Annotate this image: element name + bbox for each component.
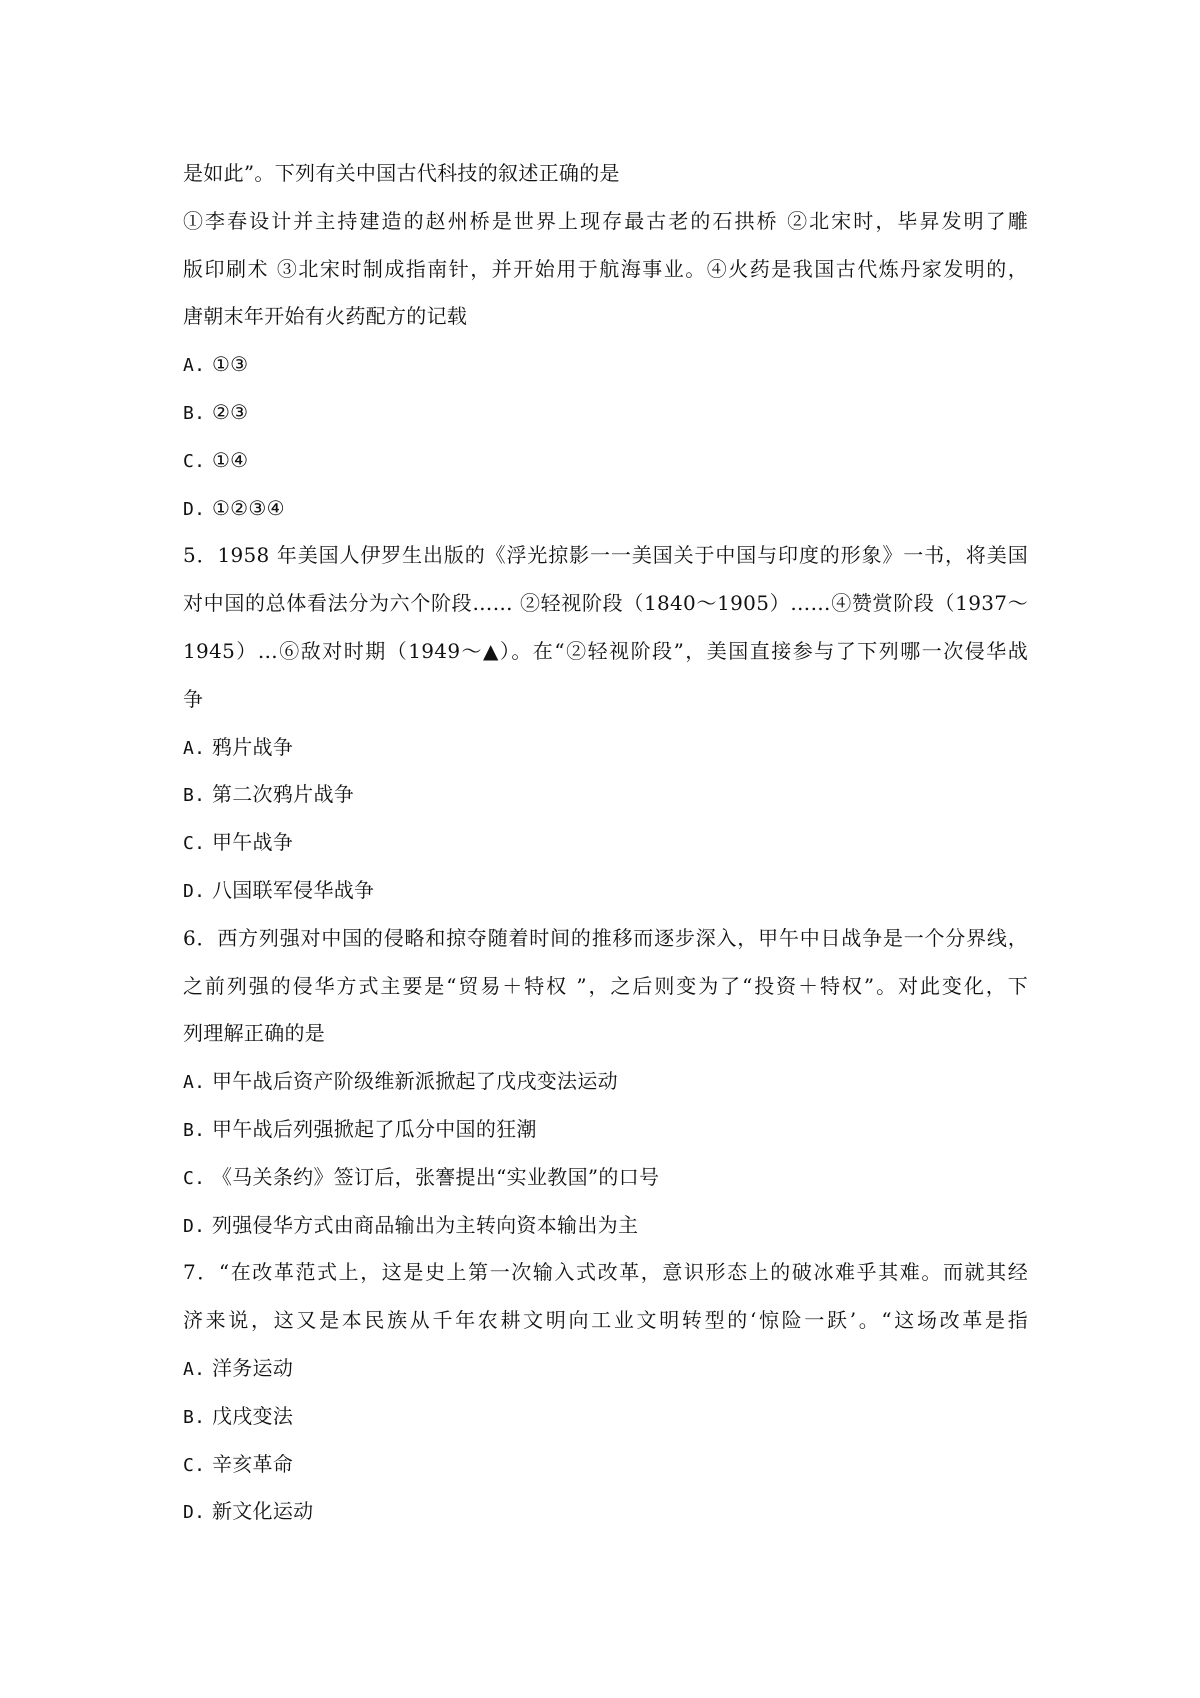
option-text: ①④ (211, 447, 249, 472)
question-7-option-d (183, 1488, 1028, 1536)
question-6-option-c (183, 1154, 1028, 1202)
option-letter: A. (183, 737, 206, 759)
option-text: 第二次鸦片战争 (211, 782, 355, 807)
option-letter: D. (183, 498, 206, 520)
option-text: 戊戌变法 (211, 1403, 294, 1428)
option-letter: A. (183, 1358, 206, 1380)
question-5 (183, 532, 1028, 914)
option-text: 鸦片战争 (211, 734, 294, 759)
option-letter: C. (183, 1167, 206, 1189)
question-5-option-b (183, 771, 1028, 819)
option-text: 甲午战争 (211, 830, 294, 855)
option-text: 甲午战后列强掀起了瓜分中国的狂潮 (211, 1116, 537, 1141)
question-content (183, 150, 1028, 1536)
question-5-stem-line: 对中国的总体看法分为六个阶段…… ②轻视阶段（1840～1905）……④赞赏阶段（1937～ (183, 591, 1028, 616)
option-letter: B. (183, 1119, 206, 1141)
question-4 (183, 150, 1028, 532)
question-4-option-c (183, 437, 1028, 485)
question-7-option-b (183, 1393, 1028, 1441)
question-5-stem-line: 1945）…⑥敌对时期（1949～▲）。在“②轻视阶段”，美国直接参与了下列哪一次侵华战 (183, 638, 1028, 663)
question-6-stem-line: 列理解正确的是 (183, 1021, 326, 1046)
question-7 (183, 1249, 1028, 1536)
question-4-option-a (183, 341, 1028, 389)
question-6 (183, 915, 1028, 1250)
question-7-option-c (183, 1441, 1028, 1489)
option-text: 列强侵华方式由商品输出为主转向资本输出为主 (211, 1212, 639, 1237)
option-letter: B. (183, 785, 206, 807)
option-letter: C. (183, 1454, 206, 1476)
question-7-option-a (183, 1345, 1028, 1393)
question-4-option-d (183, 485, 1028, 533)
option-text: 《马关条约》签订后，张謇提出“实业教国”的口号 (211, 1164, 660, 1189)
option-letter: D. (183, 880, 206, 902)
option-text: ①②③④ (211, 495, 285, 520)
question-4-option-b (183, 389, 1028, 437)
option-letter: C. (183, 833, 206, 855)
question-6-option-d (183, 1202, 1028, 1250)
option-letter: D. (183, 1215, 206, 1237)
question-7-stem-line: 7．“在改革范式上，这是史上第一次输入式改革，意识形态上的破冰难乎其难。而就其经 (183, 1260, 1028, 1285)
option-text: ①③ (211, 352, 249, 377)
question-5-option-c (183, 819, 1028, 867)
option-letter: D. (183, 1502, 206, 1524)
question-6-option-a (183, 1058, 1028, 1106)
option-letter: A. (183, 1072, 206, 1094)
question-6-option-b (183, 1106, 1028, 1154)
question-7-stem-line: 济来说，这又是本民族从千年农耕文明向工业文明转型的‘惊险一跃’。“这场改革是指 (183, 1308, 1028, 1333)
question-4-stem-line: 唐朝末年开始有火药配方的记载 (183, 304, 468, 329)
question-4-stem-line: 版印刷术 ③北宋时制成指南针，并开始用于航海事业。④火药是我国古代炼丹家发明的， (183, 256, 1028, 281)
question-4-stem-line: 是如此”。下列有关中国古代科技的叙述正确的是 (183, 161, 620, 185)
option-letter: B. (183, 402, 206, 424)
option-text: 甲午战后资产阶级维新派掀起了戊戌变法运动 (211, 1069, 618, 1094)
question-5-stem-line: 争 (183, 686, 204, 711)
question-6-stem-line: 之前列强的侵华方式主要是“贸易＋特权 ”，之后则变为了“投资＋特权”。对此变化，下 (183, 973, 1028, 998)
question-5-option-d (183, 867, 1028, 915)
option-text: 新文化运动 (211, 1499, 314, 1524)
option-letter: A. (183, 355, 206, 377)
option-text: ②③ (211, 399, 249, 424)
option-text: 洋务运动 (211, 1355, 294, 1380)
option-letter: B. (183, 1406, 206, 1428)
option-letter: C. (183, 450, 206, 472)
option-text: 八国联军侵华战争 (211, 877, 375, 902)
question-6-stem-line: 6．西方列强对中国的侵略和掠夺随着时间的推移而逐步深入，甲午中日战争是一个分界线， (183, 925, 1028, 950)
option-text: 辛亥革命 (211, 1451, 294, 1476)
question-5-option-a (183, 724, 1028, 772)
question-5-stem-line: 5．1958 年美国人伊罗生出版的《浮光掠影一一美国关于中国与印度的形象》一书，将美国 (183, 543, 1028, 568)
question-4-stem-line: ①李春设计并主持建造的赵州桥是世界上现存最古老的石拱桥 ②北宋时，毕昇发明了雕 (183, 208, 1028, 233)
